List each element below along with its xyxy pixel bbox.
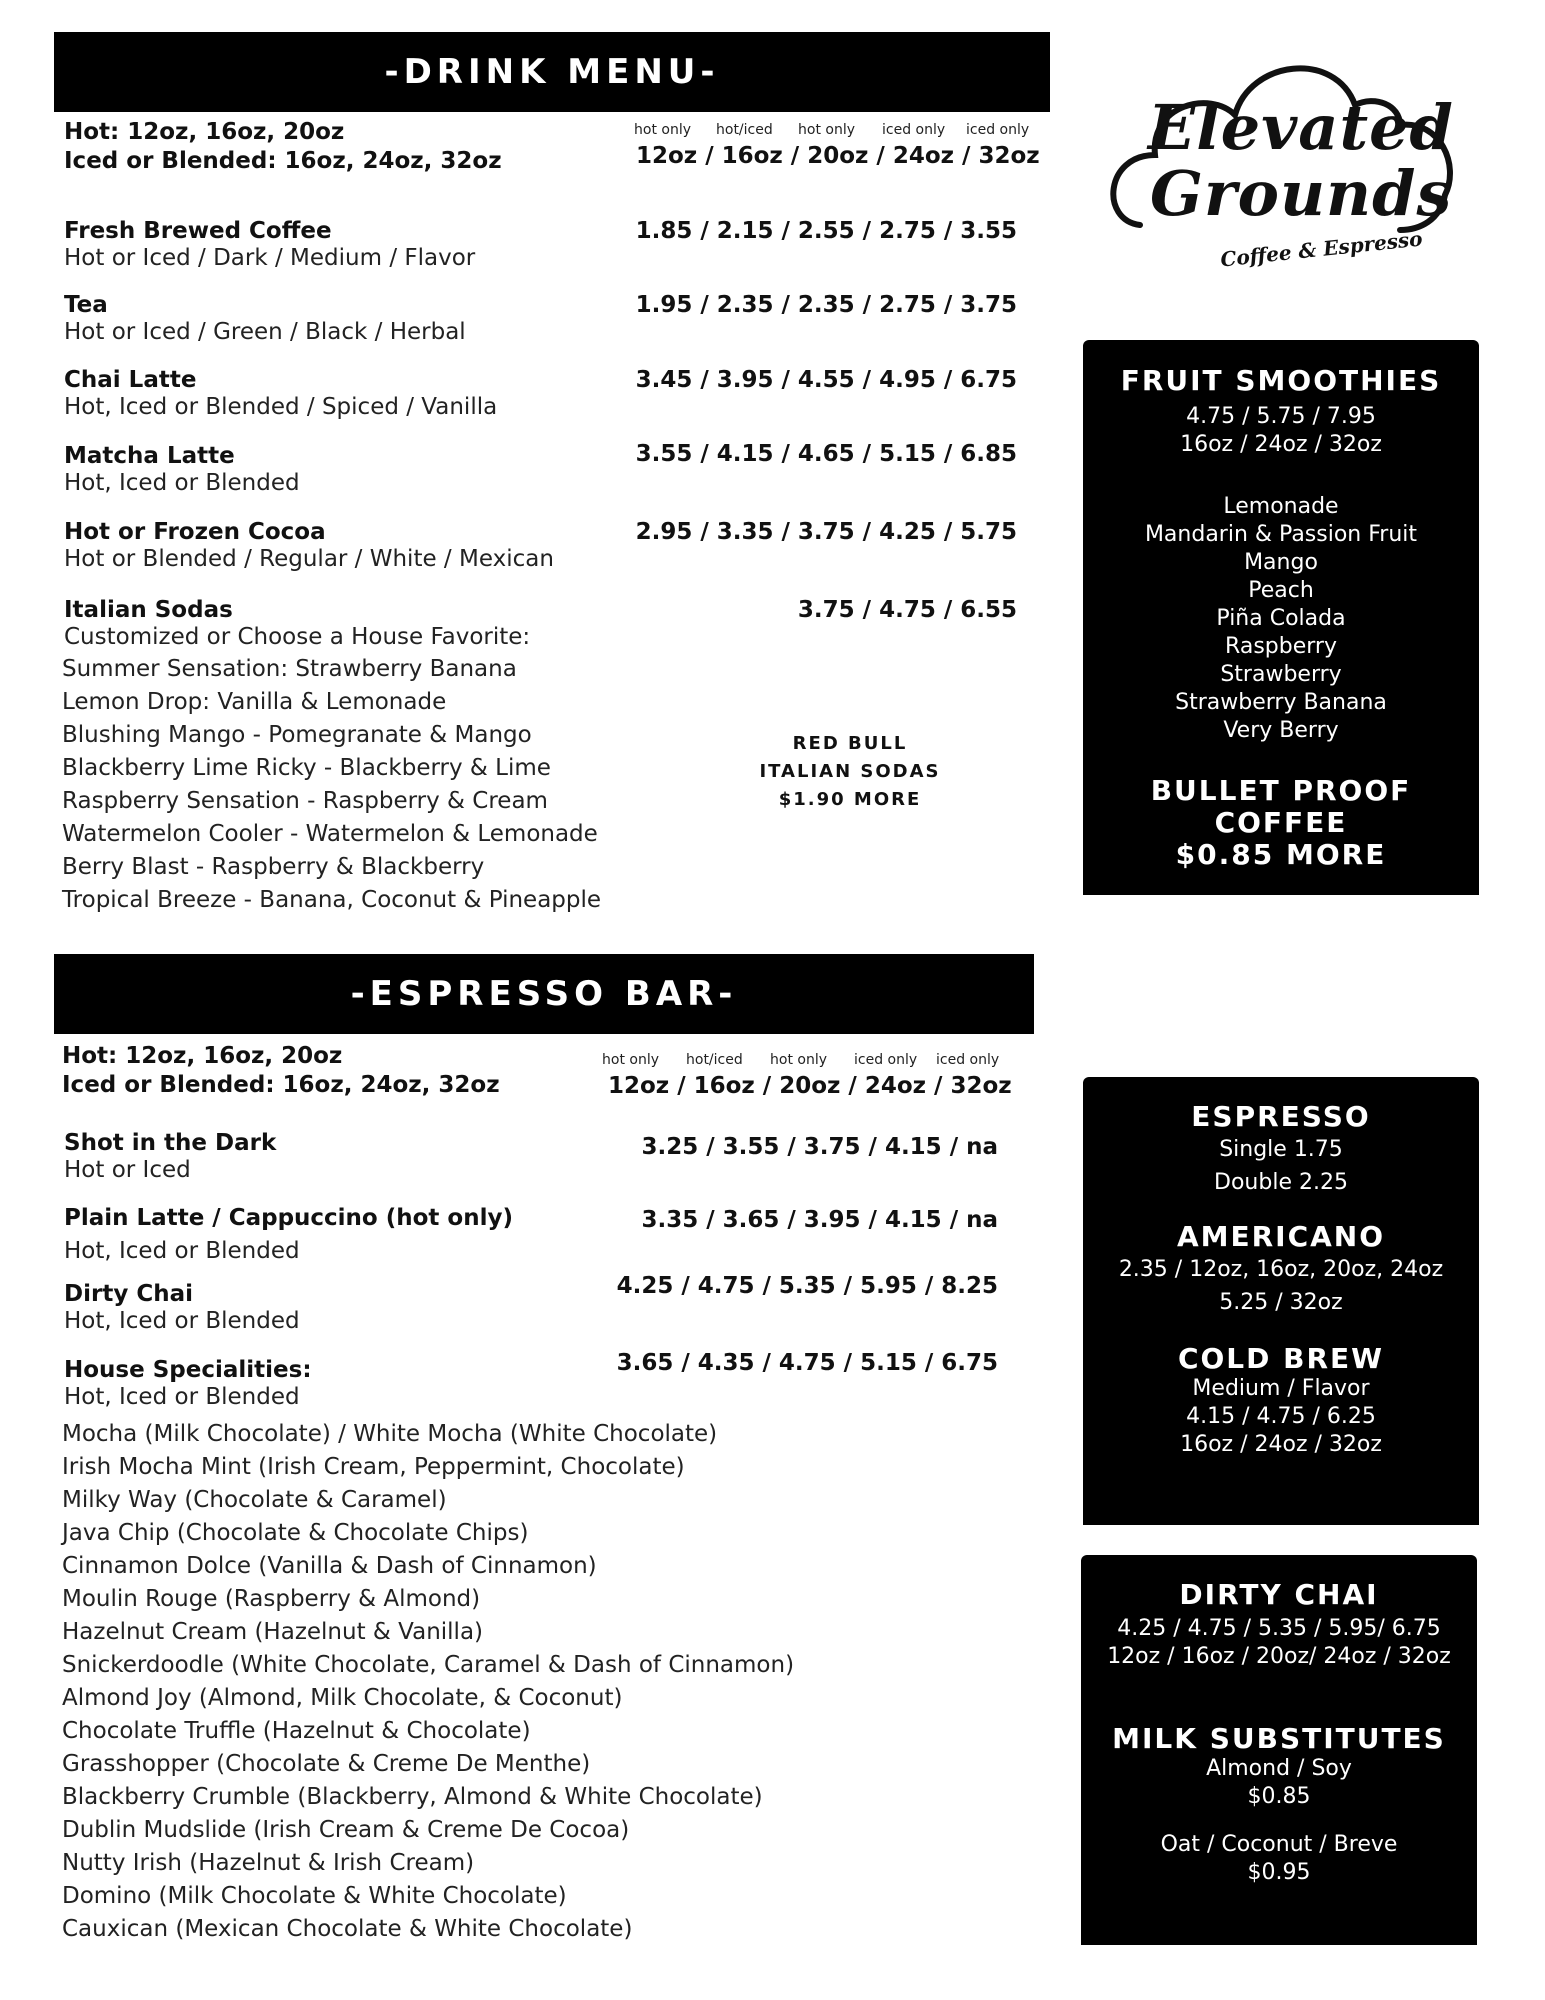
list-item: Dublin Mudslide (Irish Cream & Creme De Cocoa) xyxy=(62,1817,630,1843)
size-label: hot only xyxy=(798,122,855,138)
espresso-line: Double 2.25 xyxy=(1214,1170,1348,1195)
list-item: Watermelon Cooler - Watermelon & Lemonade xyxy=(62,821,598,847)
smoothies-title: FRUIT SMOOTHIES xyxy=(1120,364,1442,397)
item-name: Matcha Latte xyxy=(64,443,235,469)
list-item: Mandarin & Passion Fruit xyxy=(1144,522,1418,547)
iced-sizes: Iced or Blended: 16oz, 24oz, 32oz xyxy=(62,1072,500,1098)
size-label: hot only xyxy=(634,122,691,138)
size-label: iced only xyxy=(882,122,946,138)
list-item: Raspberry Sensation - Raspberry & Cream xyxy=(62,788,548,814)
list-item: Snickerdoodle (White Chocolate, Caramel & Dash of Cinnamon) xyxy=(62,1652,795,1678)
size-label: iced only xyxy=(966,122,1030,138)
list-item: Piña Colada xyxy=(1216,606,1346,631)
chai-milk-panel xyxy=(1081,1555,1477,1945)
espresso-title: ESPRESSO xyxy=(1191,1100,1371,1133)
list-item: Domino (Milk Chocolate & White Chocolate) xyxy=(62,1883,567,1909)
smoothies-prices: 4.75 / 5.75 / 7.95 xyxy=(1186,404,1376,429)
size-label: iced only xyxy=(936,1052,1000,1068)
list-item: Very Berry xyxy=(1223,718,1339,743)
drink-size-labels xyxy=(634,122,1029,138)
menu-item xyxy=(64,1281,300,1335)
item-name: Dirty Chai xyxy=(64,1281,193,1307)
size-label: hot only xyxy=(602,1052,659,1068)
menu-item xyxy=(64,367,497,421)
smoothies-panel xyxy=(1083,340,1479,895)
list-item: Cauxican (Mexican Chocolate & White Chocolate) xyxy=(62,1916,633,1942)
item-name: Chai Latte xyxy=(64,367,197,393)
size-label: hot only xyxy=(770,1052,827,1068)
note-line: COFFEE xyxy=(1214,806,1348,839)
note-line: $1.90 MORE xyxy=(778,789,922,810)
bullet-proof-note xyxy=(1083,775,1479,871)
iced-sizes: Iced or Blended: 16oz, 24oz, 32oz xyxy=(64,148,502,174)
list-item: Chocolate Truffle (Hazelnut & Chocolate) xyxy=(62,1718,531,1744)
menu-item xyxy=(64,597,530,651)
speciality-list xyxy=(62,1418,794,1946)
item-name: Tea xyxy=(64,292,108,318)
item-name: Italian Sodas xyxy=(64,597,233,623)
milk-line: $0.85 xyxy=(1247,1784,1311,1809)
item-price: 2.95 / 3.35 / 3.75 / 4.25 / 5.75 xyxy=(635,519,1017,545)
size-label: hot/iced xyxy=(716,122,773,138)
espresso-panel xyxy=(1083,1077,1479,1525)
item-price: 4.25 / 4.75 / 5.35 / 5.95 / 8.25 xyxy=(616,1273,998,1299)
item-options: Hot, Iced or Blended xyxy=(64,1308,300,1334)
hot-sizes: Hot: 12oz, 16oz, 20oz xyxy=(64,119,345,145)
espresso-size-line: 12oz / 16oz / 20oz / 24oz / 32oz xyxy=(608,1073,1012,1099)
item-price: 3.45 / 3.95 / 4.55 / 4.95 / 6.75 xyxy=(635,367,1017,393)
espresso-bar-title: -ESPRESSO BAR- xyxy=(350,974,738,1014)
list-item: Lemonade xyxy=(1223,494,1339,519)
list-item: Blackberry Crumble (Blackberry, Almond & White Chocolate) xyxy=(62,1784,763,1810)
item-price: 1.85 / 2.15 / 2.55 / 2.75 / 3.55 xyxy=(635,218,1017,244)
dirty-chai-line: 12oz / 16oz / 20oz/ 24oz / 32oz xyxy=(1107,1644,1451,1669)
item-name: Shot in the Dark xyxy=(64,1130,277,1156)
list-item: Lemon Drop: Vanilla & Lemonade xyxy=(62,689,447,715)
menu-item xyxy=(64,1357,312,1411)
cold-brew-line: 4.15 / 4.75 / 6.25 xyxy=(1186,1404,1376,1429)
list-item: Strawberry xyxy=(1220,662,1342,687)
list-item: Raspberry xyxy=(1225,634,1337,659)
item-name: Plain Latte / Cappuccino (hot only) xyxy=(64,1205,513,1231)
drink-size-line: 12oz / 16oz / 20oz / 24oz / 32oz xyxy=(636,143,1040,169)
milk-line: Almond / Soy xyxy=(1206,1756,1352,1781)
list-item: Cinnamon Dolce (Vanilla & Dash of Cinnamon) xyxy=(62,1553,597,1579)
item-price: 3.25 / 3.55 / 3.75 / 4.15 / na xyxy=(641,1134,998,1160)
list-item: Mango xyxy=(1244,550,1318,575)
list-item: Almond Joy (Almond, Milk Chocolate, & Coconut) xyxy=(62,1685,623,1711)
list-item: Java Chip (Chocolate & Chocolate Chips) xyxy=(62,1520,529,1546)
item-price: 3.75 / 4.75 / 6.55 xyxy=(797,597,1017,623)
item-options: Hot or Blended / Regular / White / Mexican xyxy=(64,546,554,572)
espresso-line: Single 1.75 xyxy=(1219,1137,1343,1162)
milk-title: MILK SUBSTITUTES xyxy=(1112,1722,1446,1755)
size-label: hot/iced xyxy=(686,1052,743,1068)
cold-brew-line: 16oz / 24oz / 32oz xyxy=(1180,1432,1382,1457)
hot-sizes: Hot: 12oz, 16oz, 20oz xyxy=(62,1043,343,1069)
red-bull-note xyxy=(720,730,980,814)
americano-line: 2.35 / 12oz, 16oz, 20oz, 24oz xyxy=(1118,1257,1444,1282)
note-line: ITALIAN SODAS xyxy=(759,761,941,782)
item-options: Hot or Iced / Green / Black / Herbal xyxy=(64,319,466,345)
size-label: iced only xyxy=(854,1052,918,1068)
milk-line: Oat / Coconut / Breve xyxy=(1160,1832,1398,1857)
list-item: Summer Sensation: Strawberry Banana xyxy=(62,656,517,682)
note-line: BULLET PROOF xyxy=(1150,774,1412,807)
list-item: Hazelnut Cream (Hazelnut & Vanilla) xyxy=(62,1619,484,1645)
soda-flavor-list xyxy=(62,653,601,917)
note-line: $0.85 MORE xyxy=(1175,838,1387,871)
list-item: Milky Way (Chocolate & Caramel) xyxy=(62,1487,447,1513)
item-name: Hot or Frozen Cocoa xyxy=(64,519,326,545)
item-price: 1.95 / 2.35 / 2.35 / 2.75 / 3.75 xyxy=(635,292,1017,318)
smoothie-flavor-list xyxy=(1083,493,1479,745)
item-name: House Specialities: xyxy=(64,1357,312,1383)
list-item: Grasshopper (Chocolate & Creme De Menthe) xyxy=(62,1751,591,1777)
espresso-bar-banner xyxy=(54,954,1034,1034)
espresso-size-labels xyxy=(602,1052,999,1068)
menu-item xyxy=(64,292,466,346)
note-line: RED BULL xyxy=(792,733,908,754)
item-price: 3.35 / 3.65 / 3.95 / 4.15 / na xyxy=(641,1207,998,1233)
drink-menu-banner xyxy=(54,32,1050,112)
menu-item xyxy=(64,519,554,573)
item-options: Hot, Iced or Blended xyxy=(64,1238,300,1264)
item-options: Hot, Iced or Blended xyxy=(64,1384,300,1410)
brand-logo xyxy=(1100,45,1470,285)
dirty-chai-line: 4.25 / 4.75 / 5.35 / 5.95/ 6.75 xyxy=(1117,1616,1441,1641)
menu-item xyxy=(64,218,475,272)
drink-menu-title: -DRINK MENU- xyxy=(384,52,720,92)
list-item: Mocha (Milk Chocolate) / White Mocha (White Chocolate) xyxy=(62,1421,718,1447)
dirty-chai-title: DIRTY CHAI xyxy=(1179,1578,1379,1611)
list-item: Moulin Rouge (Raspberry & Almond) xyxy=(62,1586,481,1612)
list-item: Peach xyxy=(1248,578,1314,603)
logo-tagline: Coffee & Espresso xyxy=(1219,226,1424,272)
menu-item xyxy=(64,1130,276,1184)
espresso-size-info xyxy=(62,1042,500,1100)
milk-line: $0.95 xyxy=(1247,1860,1311,1885)
americano-line: 5.25 / 32oz xyxy=(1219,1290,1343,1315)
list-item: Blackberry Lime Ricky - Blackberry & Lime xyxy=(62,755,551,781)
list-item: Blushing Mango - Pomegranate & Mango xyxy=(62,722,532,748)
item-options: Hot, Iced or Blended / Spiced / Vanilla xyxy=(64,394,498,420)
list-item: Nutty Irish (Hazelnut & Irish Cream) xyxy=(62,1850,475,1876)
item-name: Fresh Brewed Coffee xyxy=(64,218,332,244)
drink-size-info xyxy=(64,118,502,176)
menu-item xyxy=(64,1205,513,1265)
list-item: Strawberry Banana xyxy=(1175,690,1387,715)
list-item: Berry Blast - Raspberry & Blackberry xyxy=(62,854,485,880)
logo-line-1: Elevated xyxy=(1148,91,1454,164)
smoothies-sizes: 16oz / 24oz / 32oz xyxy=(1180,432,1382,457)
item-options: Hot, Iced or Blended xyxy=(64,470,300,496)
item-options: Customized or Choose a House Favorite: xyxy=(64,624,531,650)
item-options: Hot or Iced / Dark / Medium / Flavor xyxy=(64,245,476,271)
list-item: Irish Mocha Mint (Irish Cream, Peppermint, Chocolate) xyxy=(62,1454,685,1480)
cold-brew-line: Medium / Flavor xyxy=(1192,1376,1370,1401)
logo-line-2: Grounds xyxy=(1150,157,1453,230)
cold-brew-title: COLD BREW xyxy=(1177,1342,1385,1375)
menu-item xyxy=(64,443,300,497)
item-price: 3.55 / 4.15 / 4.65 / 5.15 / 6.85 xyxy=(635,441,1017,467)
item-price: 3.65 / 4.35 / 4.75 / 5.15 / 6.75 xyxy=(616,1350,998,1376)
item-options: Hot or Iced xyxy=(64,1157,191,1183)
list-item: Tropical Breeze - Banana, Coconut & Pineapple xyxy=(62,887,602,913)
americano-title: AMERICANO xyxy=(1176,1220,1386,1253)
